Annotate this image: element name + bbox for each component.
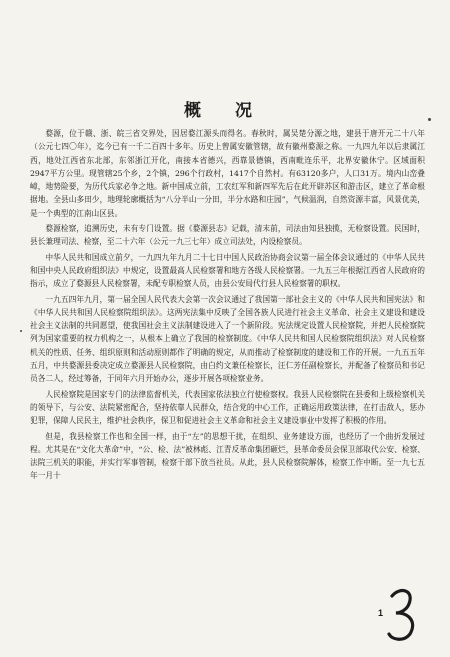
page-title: 概 况 bbox=[184, 101, 266, 121]
scan-speck bbox=[428, 118, 431, 121]
page-number: 1 bbox=[378, 608, 384, 618]
paragraph-3: 中华人民共和国成立前夕，一九四九年九月二十七日中国人民政治协商会议第一届全体会议通过的《中华人民共和国中央人民政府组织法》中规定，设置最高人民检察署和地方各级人民检察署。一九五三年根据江西省人民政府的指示，成立了婺源县人民检察署，未配专职检察人员，由县公安局代行县人民检察署的职权。 bbox=[30, 252, 425, 289]
paragraph-1: 婺源，位于赣、浙、皖三省交界处，因居婺江源头而得名。春秋时，属吴楚分源之地，建县于唐开元二十八年（公元七四〇年），迄今已有一千二百四十多年。历史上曾属安徽管辖，故有徽州婺源之称。一九四九年以后隶属江西，地处江西省东北部，东邻浙江开化，南接本省德兴，西靠景德镇，西南毗连乐平，北界安徽休宁。区域面积2947平方公里。现管辖25个乡，2个镇，296个行政村，1417个自然村。有63120多户，人口31万。境内山峦叠嶂，地势险要，为历代兵家必争之地。新中国成立前，工农红军和新四军先后在此开辟苏区和游击区，建立了革命根据地。全县山多田少，地理轮廓概括为“八分半山一分田，半分水路和庄园”，气候温润，自然资源丰富，风景优美，是一个典型的江南山区县。 bbox=[30, 129, 425, 218]
paragraph-6: 但是，我县检察工作也和全国一样，由于“左”的思想干扰，在组织、业务建设方面，也经历了一个曲折发展过程。尤其是在“文化大革命”中，“公、检、法”被林彪、江青反革命集团砸烂，县革命委员会保卫部取代公安、检察、法院三机关的职能，并实行军事管制，检察干部下放当社员。从此，县人民检察院解体，检察工作中断。至一九七五年一月十 bbox=[30, 431, 425, 481]
handwritten-mark bbox=[386, 586, 420, 644]
paragraph-5: 人民检察院是国家专门的法律监督机关，代表国家依法独立行使检察权。我县人民检察院在县委和上级检察机关的领导下，与公安、法院紧密配合，坚持依靠人民群众，结合党的中心工作，正确运用政策法律，在打击敌人，惩办犯罪，保障人民民主，维护社会秩序，保卫和促进社会主义革命和社会主义建设事业中发挥了积极的作用。 bbox=[30, 389, 425, 426]
paragraph-2: 婺源检察，追溯历史，未有专门设置。据《婺源县志》记载，清末前，司法由知县独揽，无检察设置。民国时，县长兼理司法、检察，至二十六年（公元一九三七年）成立司法处，内设检察员。 bbox=[30, 224, 425, 247]
paragraph-4: 一九五四年九月，第一届全国人民代表大会第一次会议通过了我国第一部社会主义的《中华人民共和国宪法》和《中华人民共和国人民检察院组织法》。这两宪法集中反映了全国各族人民进行社会主义革命、社会主义建设和建设社会主义法制的共同愿望，使我国社会主义法制建设进入了一个新阶段。宪法规定设置人民检察院，并把人民检察院列为国家重要的权力机构之一，从根本上确立了我国的检察制度。《中华人民共和国人民检察院组织法》对人民检察机关的性质、任务、组织原则和活动原则都作了明确的规定，从而推动了检察制度的建设和工作的开展。一九五五年五月，中共婺源县委决定成立婺源县人民检察院，由白约文兼任检察长，汪仁芳任副检察长，并配备了检察员和书记员各二人，经过筹备，于同年六月开始办公，逐步开展各项检察业务。 bbox=[30, 294, 425, 384]
scan-speck bbox=[20, 330, 22, 332]
body-text bbox=[30, 127, 425, 485]
